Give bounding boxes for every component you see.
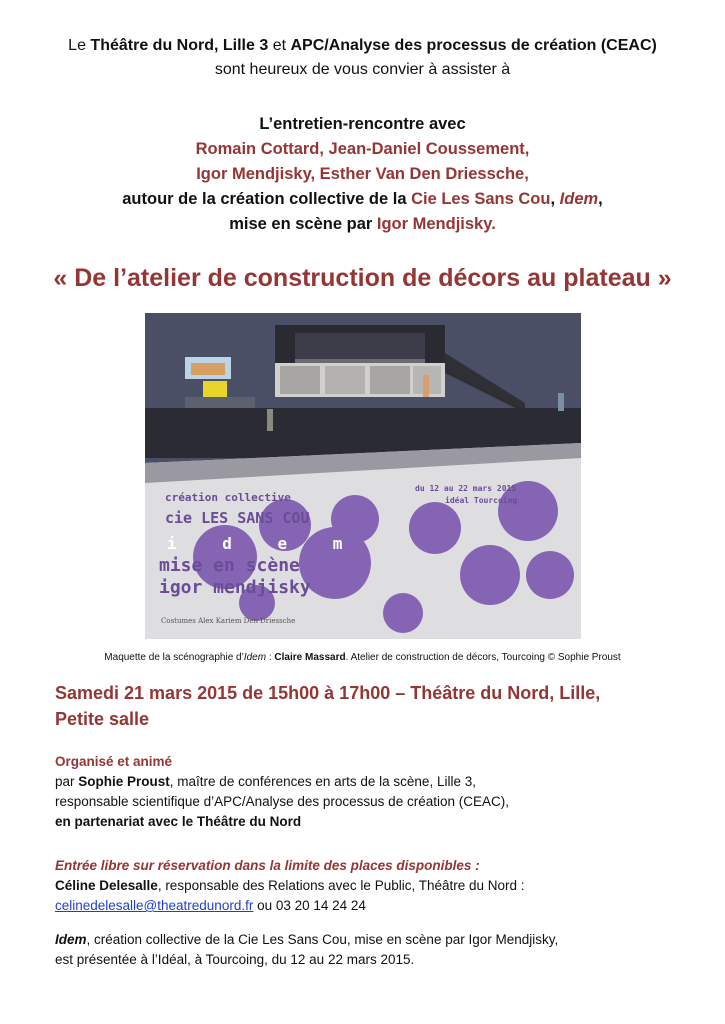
organizer-line: par Sophie Proust, maître de conférences en arts de la scène, Lille 3, [55,774,476,789]
scenography-photo [145,313,581,639]
intro-line-2: sont heureux de vous convier à assister à [214,61,511,78]
organizer-heading: Organisé et animé [55,754,173,769]
poster-line-3: mise en scène [159,555,300,576]
poster-dates: du 12 au 22 mars 2015 [415,484,517,493]
speaker-names-2: Igor Mendjisky, Esther Van Den Driessche, [196,165,529,183]
intro [0,34,725,82]
poster-venue: idéal Tourcoing [445,496,518,505]
speakers-block [0,112,725,237]
footer-block [55,930,695,970]
organizer-name: Sophie Proust [78,774,170,789]
poster-costumes: Costumes Alex Kariem Den Driessche [161,617,296,625]
contact-details [55,896,695,916]
photo-caption: Maquette de la scénographie d’Idem : Claire Massard. Atelier de construction de décors, Tourcoing © Sophie Proust [104,652,621,663]
event-title: « De l’atelier de construction de décors au plateau » [53,264,672,292]
organizer-block [55,752,695,832]
apc-name: APC/Analyse des processus de création (CEAC) [290,37,657,54]
date-line-2: Petite salle [55,709,150,729]
poster-line-1: création collective [165,491,291,504]
poster-line-4: igor mendjisky [159,577,311,598]
event-date [55,680,675,732]
theatre-name: Théâtre du Nord [90,37,214,54]
speaker-names-1: Romain Cottard, Jean-Daniel Coussement, [195,140,530,158]
footer-line-1: Idem, création collective de la Cie Les Sans Cou, mise en scène par Igor Mendjisky, [55,932,559,947]
speakers-autour: autour de la création collective de la Cie Les Sans Cou, Idem, [122,190,603,208]
speakers-heading: L’entretien-rencontre avec [259,115,466,133]
poster-line-2: cie LES SANS COU [165,509,310,527]
partnership: en partenariat avec le Théâtre du Nord [55,814,302,829]
poster-idem: i d e m [167,534,361,553]
reservation-heading: Entrée libre sur réservation dans la limite des places disponibles : [55,858,480,873]
contact-line: Céline Delesalle, responsable des Relations avec le Public, Théâtre du Nord : [55,878,525,893]
caption-author: Claire Massard [274,652,346,663]
email-link[interactable]: celinedelesalle@theatredunord.fr [55,898,254,913]
show-name: Idem [559,190,599,208]
organizer-role: responsable scientifique d’APC/Analyse des processus de création (CEAC), [55,794,509,809]
director-name: Igor Mendjisky. [376,215,496,233]
contact-name: Céline Delesalle [55,878,158,893]
footer-show: Idem [55,932,87,947]
reservation-block [55,856,695,916]
company-name: Cie Les Sans Cou [411,190,551,208]
footer-line-2: est présentée à l’Idéal, à Tourcoing, du 12 au 22 mars 2015. [55,952,415,967]
phone-number: ou 03 20 14 24 24 [253,898,366,913]
speakers-mise: mise en scène par Igor Mendjisky. [229,215,496,233]
date-line-1: Samedi 21 mars 2015 de 15h00 à 17h00 – Théâtre du Nord, Lille, [55,683,601,703]
photo [145,313,581,639]
intro-line-1: Le Théâtre du Nord, Lille 3 et APC/Analyse des processus de création (CEAC) [68,37,657,54]
